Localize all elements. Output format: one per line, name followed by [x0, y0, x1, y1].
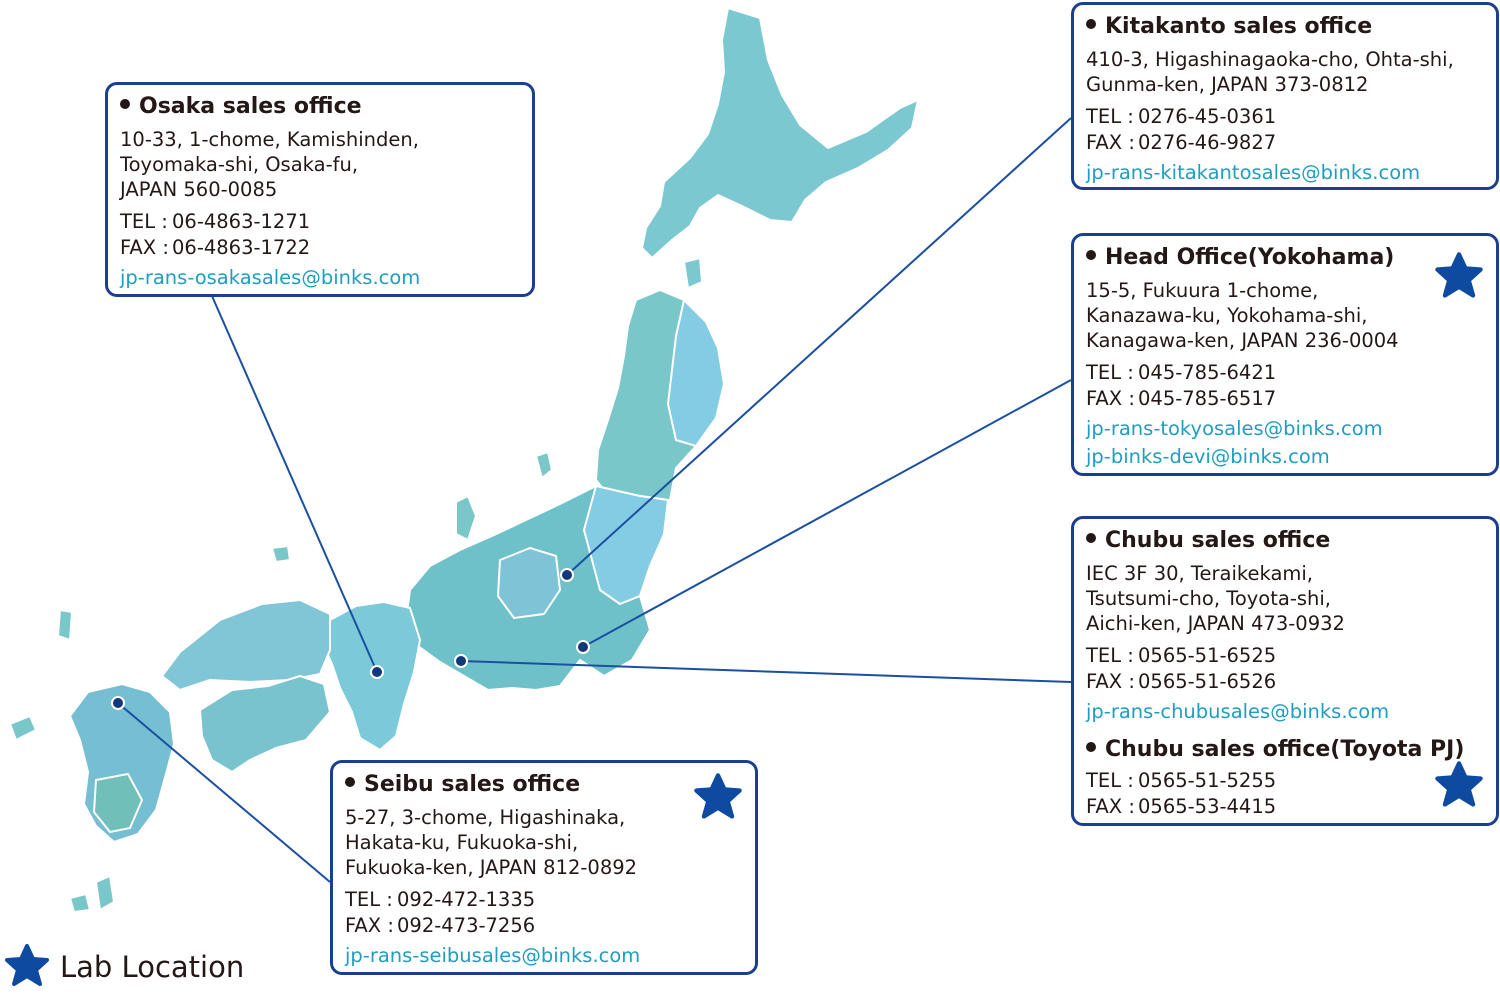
fax-row — [120, 235, 520, 261]
marker-osaka — [371, 666, 383, 678]
fax-label: FAX : — [120, 236, 169, 259]
tel-value: 0565-51-6525 — [1138, 644, 1277, 667]
tel-label: TEL : — [1086, 361, 1134, 384]
email-link[interactable]: jp-rans-seibusales@binks.com — [345, 944, 641, 967]
kitakanto-office-card — [1071, 2, 1499, 190]
goto-islands — [10, 716, 36, 740]
email-link[interactable]: jp-binks-devi@binks.com — [1086, 445, 1330, 468]
address-line: Tsutsumi-cho, Toyota-shi, — [1086, 587, 1331, 610]
kansai-region — [322, 602, 420, 750]
osaka-office-card — [105, 82, 535, 297]
tel-label: TEL : — [1086, 105, 1134, 128]
fax-value: 0565-51-6526 — [1138, 670, 1277, 693]
fax-value: 06-4863-1722 — [172, 236, 311, 259]
email-link[interactable]: jp-rans-tokyosales@binks.com — [1086, 417, 1383, 440]
address-line: 410-3, Higashinagaoka-cho, Ohta-shi, — [1086, 48, 1454, 71]
tel-row — [120, 209, 520, 235]
address-block — [1086, 47, 1484, 97]
fax-label: FAX : — [1086, 670, 1135, 693]
address-line: JAPAN 560-0085 — [120, 178, 278, 201]
email-link[interactable]: jp-rans-chubusales@binks.com — [1086, 700, 1390, 723]
tel-label: TEL : — [1086, 769, 1134, 792]
shikoku-region — [200, 676, 330, 772]
address-line: 5-27, 3-chome, Higashinaka, — [345, 806, 626, 829]
tel-value: 092-472-1335 — [397, 888, 536, 911]
rishiri-island — [684, 258, 702, 288]
address-block — [1086, 278, 1484, 353]
tel-value: 045-785-6421 — [1138, 361, 1277, 384]
tel-row — [1086, 360, 1484, 386]
sado-island — [536, 452, 552, 478]
email-block — [1086, 415, 1484, 471]
email-block — [120, 264, 520, 292]
card-title: Osaka sales office — [120, 93, 520, 121]
marker-seibu — [112, 697, 124, 709]
marker-kitakanto — [561, 569, 573, 581]
fax-row — [1086, 794, 1484, 820]
address-line: IEC 3F 30, Teraikekami, — [1086, 562, 1314, 585]
email-link[interactable]: jp-rans-kitakantosales@binks.com — [1086, 161, 1421, 184]
marker-chubu — [455, 655, 467, 667]
chubu-office-card — [1071, 516, 1499, 826]
address-block — [345, 805, 743, 880]
address-line: Gunma-ken, JAPAN 373-0812 — [1086, 73, 1369, 96]
tanegashima-island — [96, 876, 114, 910]
head-office-card — [1071, 233, 1499, 476]
star-icon — [2, 942, 52, 990]
address-line: 10-33, 1-chome, Kamishinden, — [120, 128, 419, 151]
noto-peninsula — [456, 496, 476, 540]
tel-row — [1086, 643, 1484, 669]
address-line: Fukuoka-ken, JAPAN 812-0892 — [345, 856, 638, 879]
card-title: Seibu sales office — [345, 771, 743, 799]
oki-island — [272, 546, 290, 562]
fax-value: 092-473-7256 — [397, 914, 536, 937]
address-block — [120, 127, 520, 202]
address-block — [1086, 561, 1484, 636]
lab-star-icon — [691, 771, 745, 823]
fax-row — [1086, 386, 1484, 412]
email-link[interactable]: jp-rans-osakasales@binks.com — [120, 266, 421, 289]
tel-value: 06-4863-1271 — [172, 210, 311, 233]
email-block — [1086, 698, 1484, 726]
tel-value: 0276-45-0361 — [1138, 105, 1277, 128]
fax-label: FAX : — [1086, 387, 1135, 410]
address-line: Hakata-ku, Fukuoka-shi, — [345, 831, 579, 854]
card-title: Chubu sales office — [1086, 527, 1484, 555]
fax-label: FAX : — [1086, 795, 1135, 818]
fax-value: 045-785-6517 — [1138, 387, 1277, 410]
address-line: Aichi-ken, JAPAN 473-0932 — [1086, 612, 1345, 635]
tel-row — [1086, 104, 1484, 130]
fax-label: FAX : — [1086, 131, 1135, 154]
yakushima-island — [70, 894, 90, 912]
tel-label: TEL : — [120, 210, 168, 233]
address-line: Kanazawa-ku, Yokohama-shi, — [1086, 304, 1368, 327]
fax-row — [1086, 130, 1484, 156]
tel-row — [1086, 768, 1484, 794]
address-line: 15-5, Fukuura 1-chome, — [1086, 279, 1319, 302]
address-line: Kanagawa-ken, JAPAN 236-0004 — [1086, 329, 1399, 352]
lab-star-icon — [1432, 250, 1486, 302]
email-block — [345, 942, 743, 970]
seibu-office-card — [330, 760, 758, 975]
tel-value: 0565-51-5255 — [1138, 769, 1277, 792]
fax-label: FAX : — [345, 914, 394, 937]
fax-value: 0565-53-4415 — [1138, 795, 1277, 818]
tel-row — [345, 887, 743, 913]
tel-label: TEL : — [345, 888, 393, 911]
address-line: Toyomaka-shi, Osaka-fu, — [120, 153, 359, 176]
tel-label: TEL : — [1086, 644, 1134, 667]
tsushima-island — [58, 610, 72, 640]
fax-value: 0276-46-9827 — [1138, 131, 1277, 154]
chugoku-region — [162, 600, 330, 690]
email-block — [1086, 159, 1484, 187]
hokkaido-region — [642, 8, 918, 258]
card-title: Head Office(Yokohama) — [1086, 244, 1484, 272]
marker-head — [577, 641, 589, 653]
lab-star-icon — [1432, 759, 1486, 811]
fax-row — [1086, 669, 1484, 695]
card-subtitle: Chubu sales office(Toyota PJ) — [1086, 736, 1484, 764]
fax-row — [345, 913, 743, 939]
card-title: Kitakanto sales office — [1086, 13, 1484, 41]
legend-label: Lab Location — [60, 950, 245, 984]
